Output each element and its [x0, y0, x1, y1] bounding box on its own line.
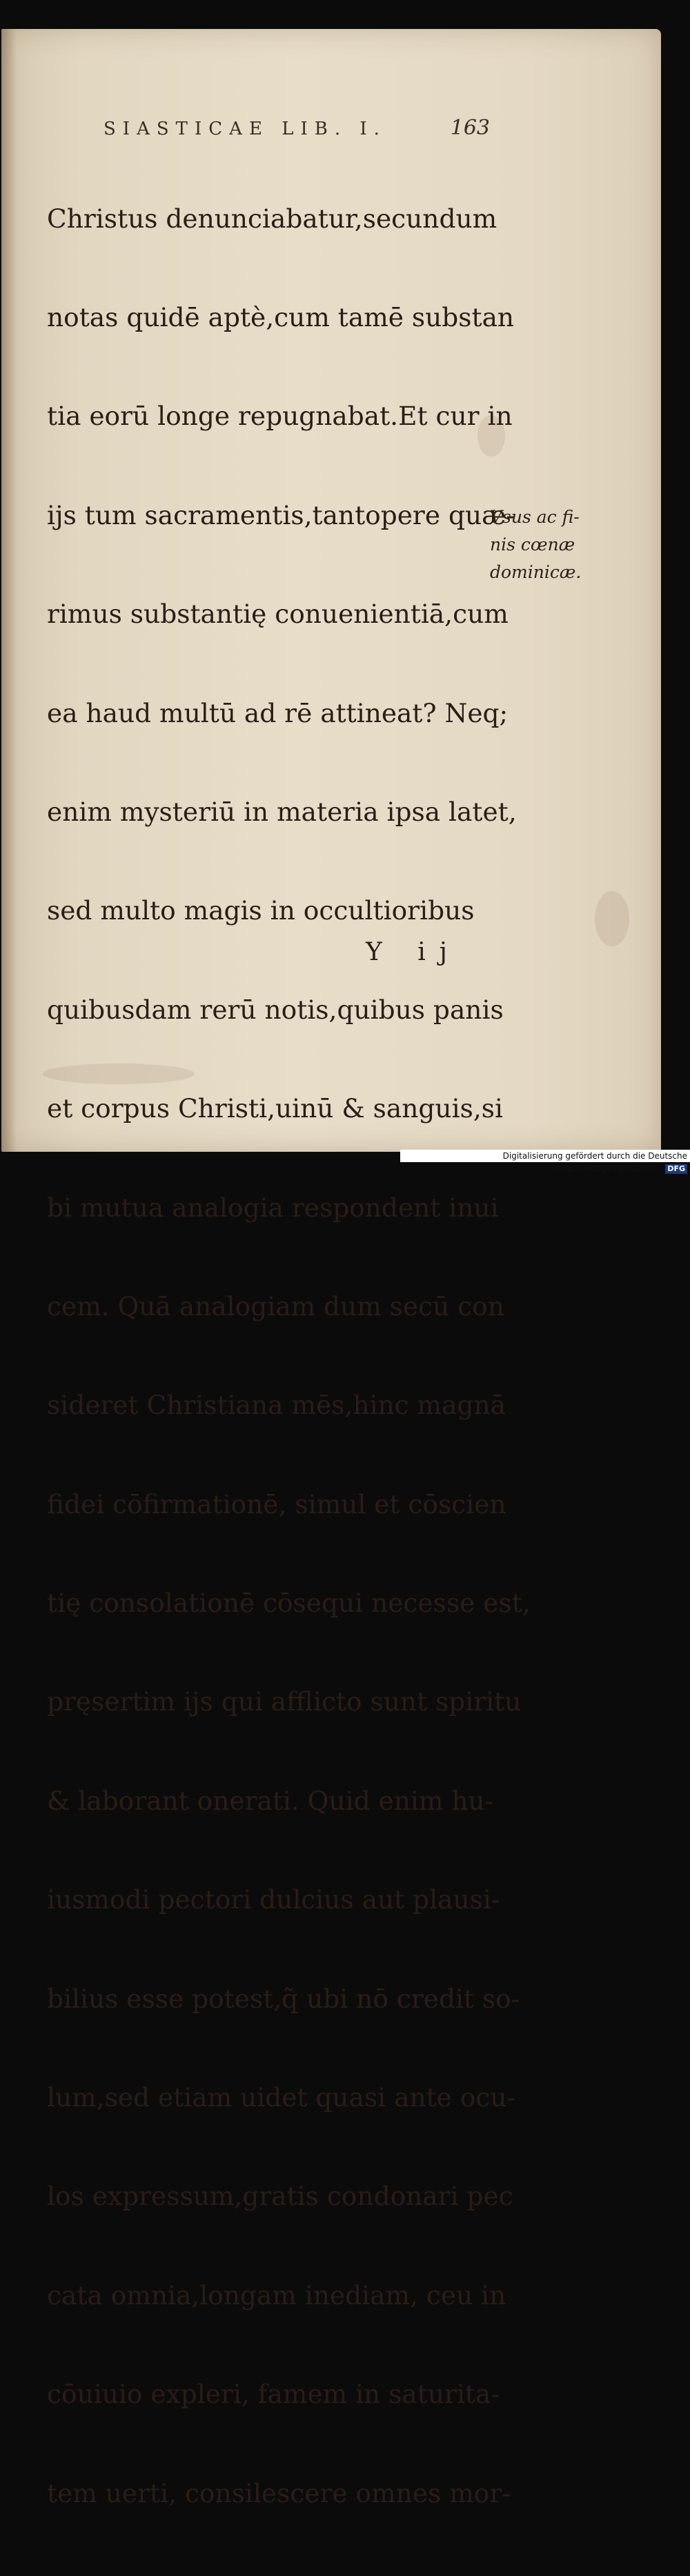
marginal-note-line: Vsus ac fi-	[490, 507, 580, 527]
text-line: tem uerti, consilescere omnes mor-	[47, 2477, 511, 2508]
text-line: sed multo magis in occultioribus	[47, 895, 475, 926]
text-line: quibusdam rerū notis,quibus panis	[47, 994, 504, 1025]
text-line: iusmodi pectori dulcius aut plausi-	[47, 1884, 500, 1915]
text-line: cōuiuio expleri, famem in saturita-	[47, 2379, 500, 2410]
text-line: notas quidē aptè,cum tamē substan	[47, 301, 515, 332]
text-line: & laborant onerati. Quid enim hu-	[47, 1785, 494, 1816]
text-line: tię consolationē cōsequi necesse est,	[47, 1588, 531, 1619]
marginal-note-line: dominicæ.	[490, 562, 582, 582]
funding-credit-banner	[400, 1150, 690, 1173]
text-line: cata omnia,longam inediam, ceu in	[47, 2279, 506, 2310]
body-text	[47, 137, 531, 2576]
text-line: pręsertim ijs qui afflicto sunt spiritu	[47, 1686, 522, 1717]
text-line: et corpus Christi,uinū & sanguis,si	[47, 1093, 503, 1124]
marginal-note	[490, 503, 607, 586]
paper-stain	[595, 891, 629, 946]
text-line: sideret Christiana mēs,hinc magnā	[47, 1390, 506, 1421]
signature-mark: Y ij	[366, 938, 461, 966]
page-number: 163	[450, 116, 490, 140]
text-line: fidei cōfirmationē, simul et cōscien	[47, 1488, 506, 1519]
text-line: enim mysteriū in materia ipsa latet,	[47, 796, 517, 827]
text-line: bi mutua analogia respondent inui	[47, 1192, 499, 1223]
text-line: rimus substantię conuenientiā,cum	[47, 599, 509, 630]
dfg-logo: DFG	[665, 1164, 687, 1174]
text-line: lum,sed etiam uidet quasi ante ocu-	[47, 2082, 516, 2113]
text-line: ijs tum sacramentis,tantopere quæ-	[47, 499, 515, 530]
text-line: ea haud multū ad rē attineat? Neq;	[47, 697, 509, 728]
running-title: SIASTICAE LIB. I.	[103, 119, 386, 139]
marginal-note-line: nis cœnæ	[490, 535, 575, 555]
text-line: los expressum,gratis condonari pec	[47, 2181, 513, 2212]
text-line: bilius esse potest,q̃ ubi nō credit so-	[47, 1983, 520, 2014]
text-line: cem. Quā analogiam dum secū con	[47, 1290, 504, 1321]
text-line: tia eorū longe repugnabat.Et cur in	[47, 401, 513, 432]
funding-credit-text: Digitalisierung gefördert durch die Deutsche Forschungsgemeinschaft -	[502, 1151, 687, 1173]
text-line: Christus denunciabatur,secundum	[47, 203, 497, 234]
